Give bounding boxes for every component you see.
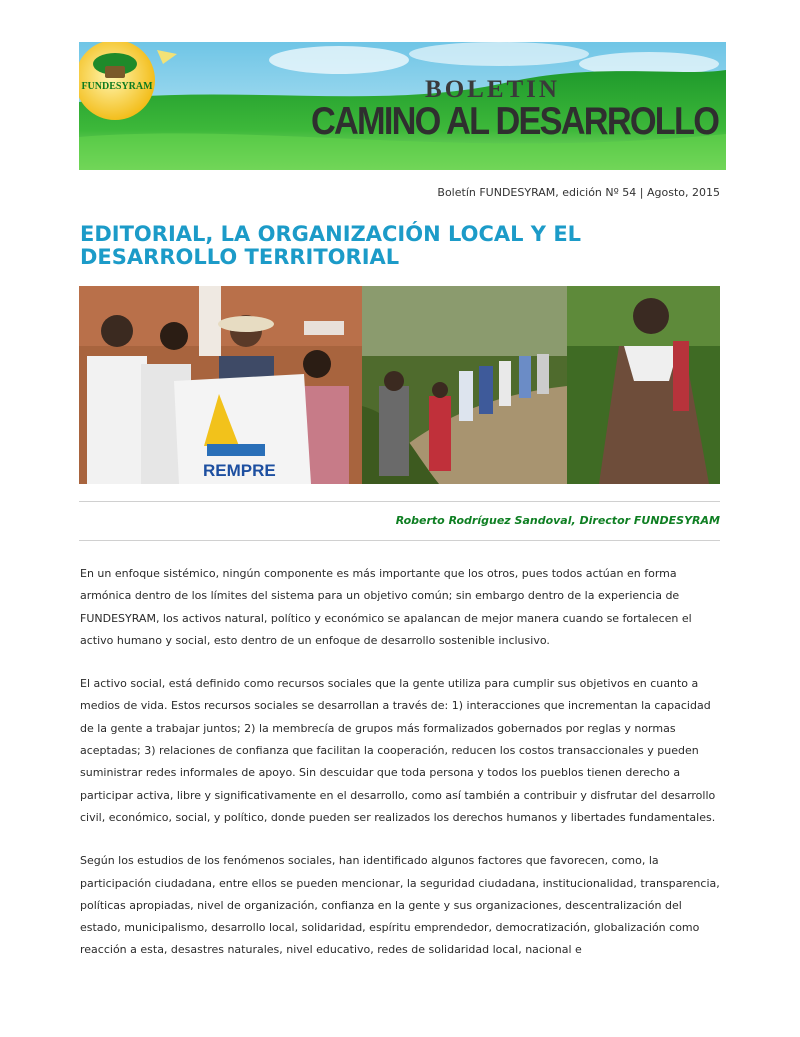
divider-top <box>79 501 720 502</box>
article-body <box>80 563 722 983</box>
photo-collage <box>79 286 720 484</box>
banner-title: CAMINO AL DESARROLLO <box>311 100 719 143</box>
edition-line: Boletín FUNDESYRAM, edición Nº 54 | Agosto, 2015 <box>437 186 720 199</box>
photo-woman-field <box>567 286 720 484</box>
newsletter-banner <box>79 42 726 170</box>
sign-label: REMPRE <box>203 461 276 480</box>
article-title: EDITORIAL, LA ORGANIZACIÓN LOCAL Y EL DESARROLLO TERRITORIAL <box>80 222 582 269</box>
paragraph: En un enfoque sistémico, ningún componente es más importante que los otros, pues todos actúan en forma armónica dentro de los límites del sistema para un objetivo común; sin embargo dentro de la experiencia de FUNDESYRAM, los activos natural, político y económico se apalancan de mejor manera cuando se fortalecen el activo humano y social, esto dentro de un enfoque de desarrollo sostenible inclusivo. <box>80 567 692 647</box>
paragraph: Según los estudios de los fenómenos sociales, han identificado algunos factores que favorecen, como, la participación ciudadana, entre ellos se pueden mencionar, la seguridad ciudadana, institucionalidad, transparencia, políticas apropiadas, nivel de organización, confianza en la gente y sus organizaciones, descentralización del estado, municipalismo, desarrollo local, solidaridad, espíritu emprendedor, democratización, globalización como reacción a esta, desastres naturales, nivel educativo, redes de solidaridad local, nacional e <box>80 854 720 957</box>
paragraph: El activo social, está definido como recursos sociales que la gente utiliza para cumplir sus objetivos en cuanto a medios de vida. Estos recursos sociales se desarrollan a través de: 1) interacciones que incrementan la capacidad de la gente a trabajar juntos; 2) la membrecía de grupos más formalizados gobernados por reglas y normas aceptadas; 3) relaciones de confianza que facilitan la cooperación, reducen los costos transaccionales y pueden suministrar redes informales de apoyo. Sin descuidar que toda persona y todos los pueblos tienen derecho a participar activa, libre y significativamente en el desarrollo, como así también a contribuir y disfrutar del desarrollo civil, económico, social, y político, donde pueden ser realizados los derechos humanos y libertades fundamentales. <box>80 677 716 824</box>
divider-bottom <box>79 540 720 541</box>
photo-trail-walk <box>362 286 567 484</box>
photo-group-with-sign <box>79 286 362 484</box>
logo-label: FUNDESYRAM <box>81 81 153 92</box>
banner-boletin: BOLETIN <box>425 76 560 103</box>
author-line: Roberto Rodríguez Sandoval, Director FUNDESYRAM <box>395 514 720 527</box>
